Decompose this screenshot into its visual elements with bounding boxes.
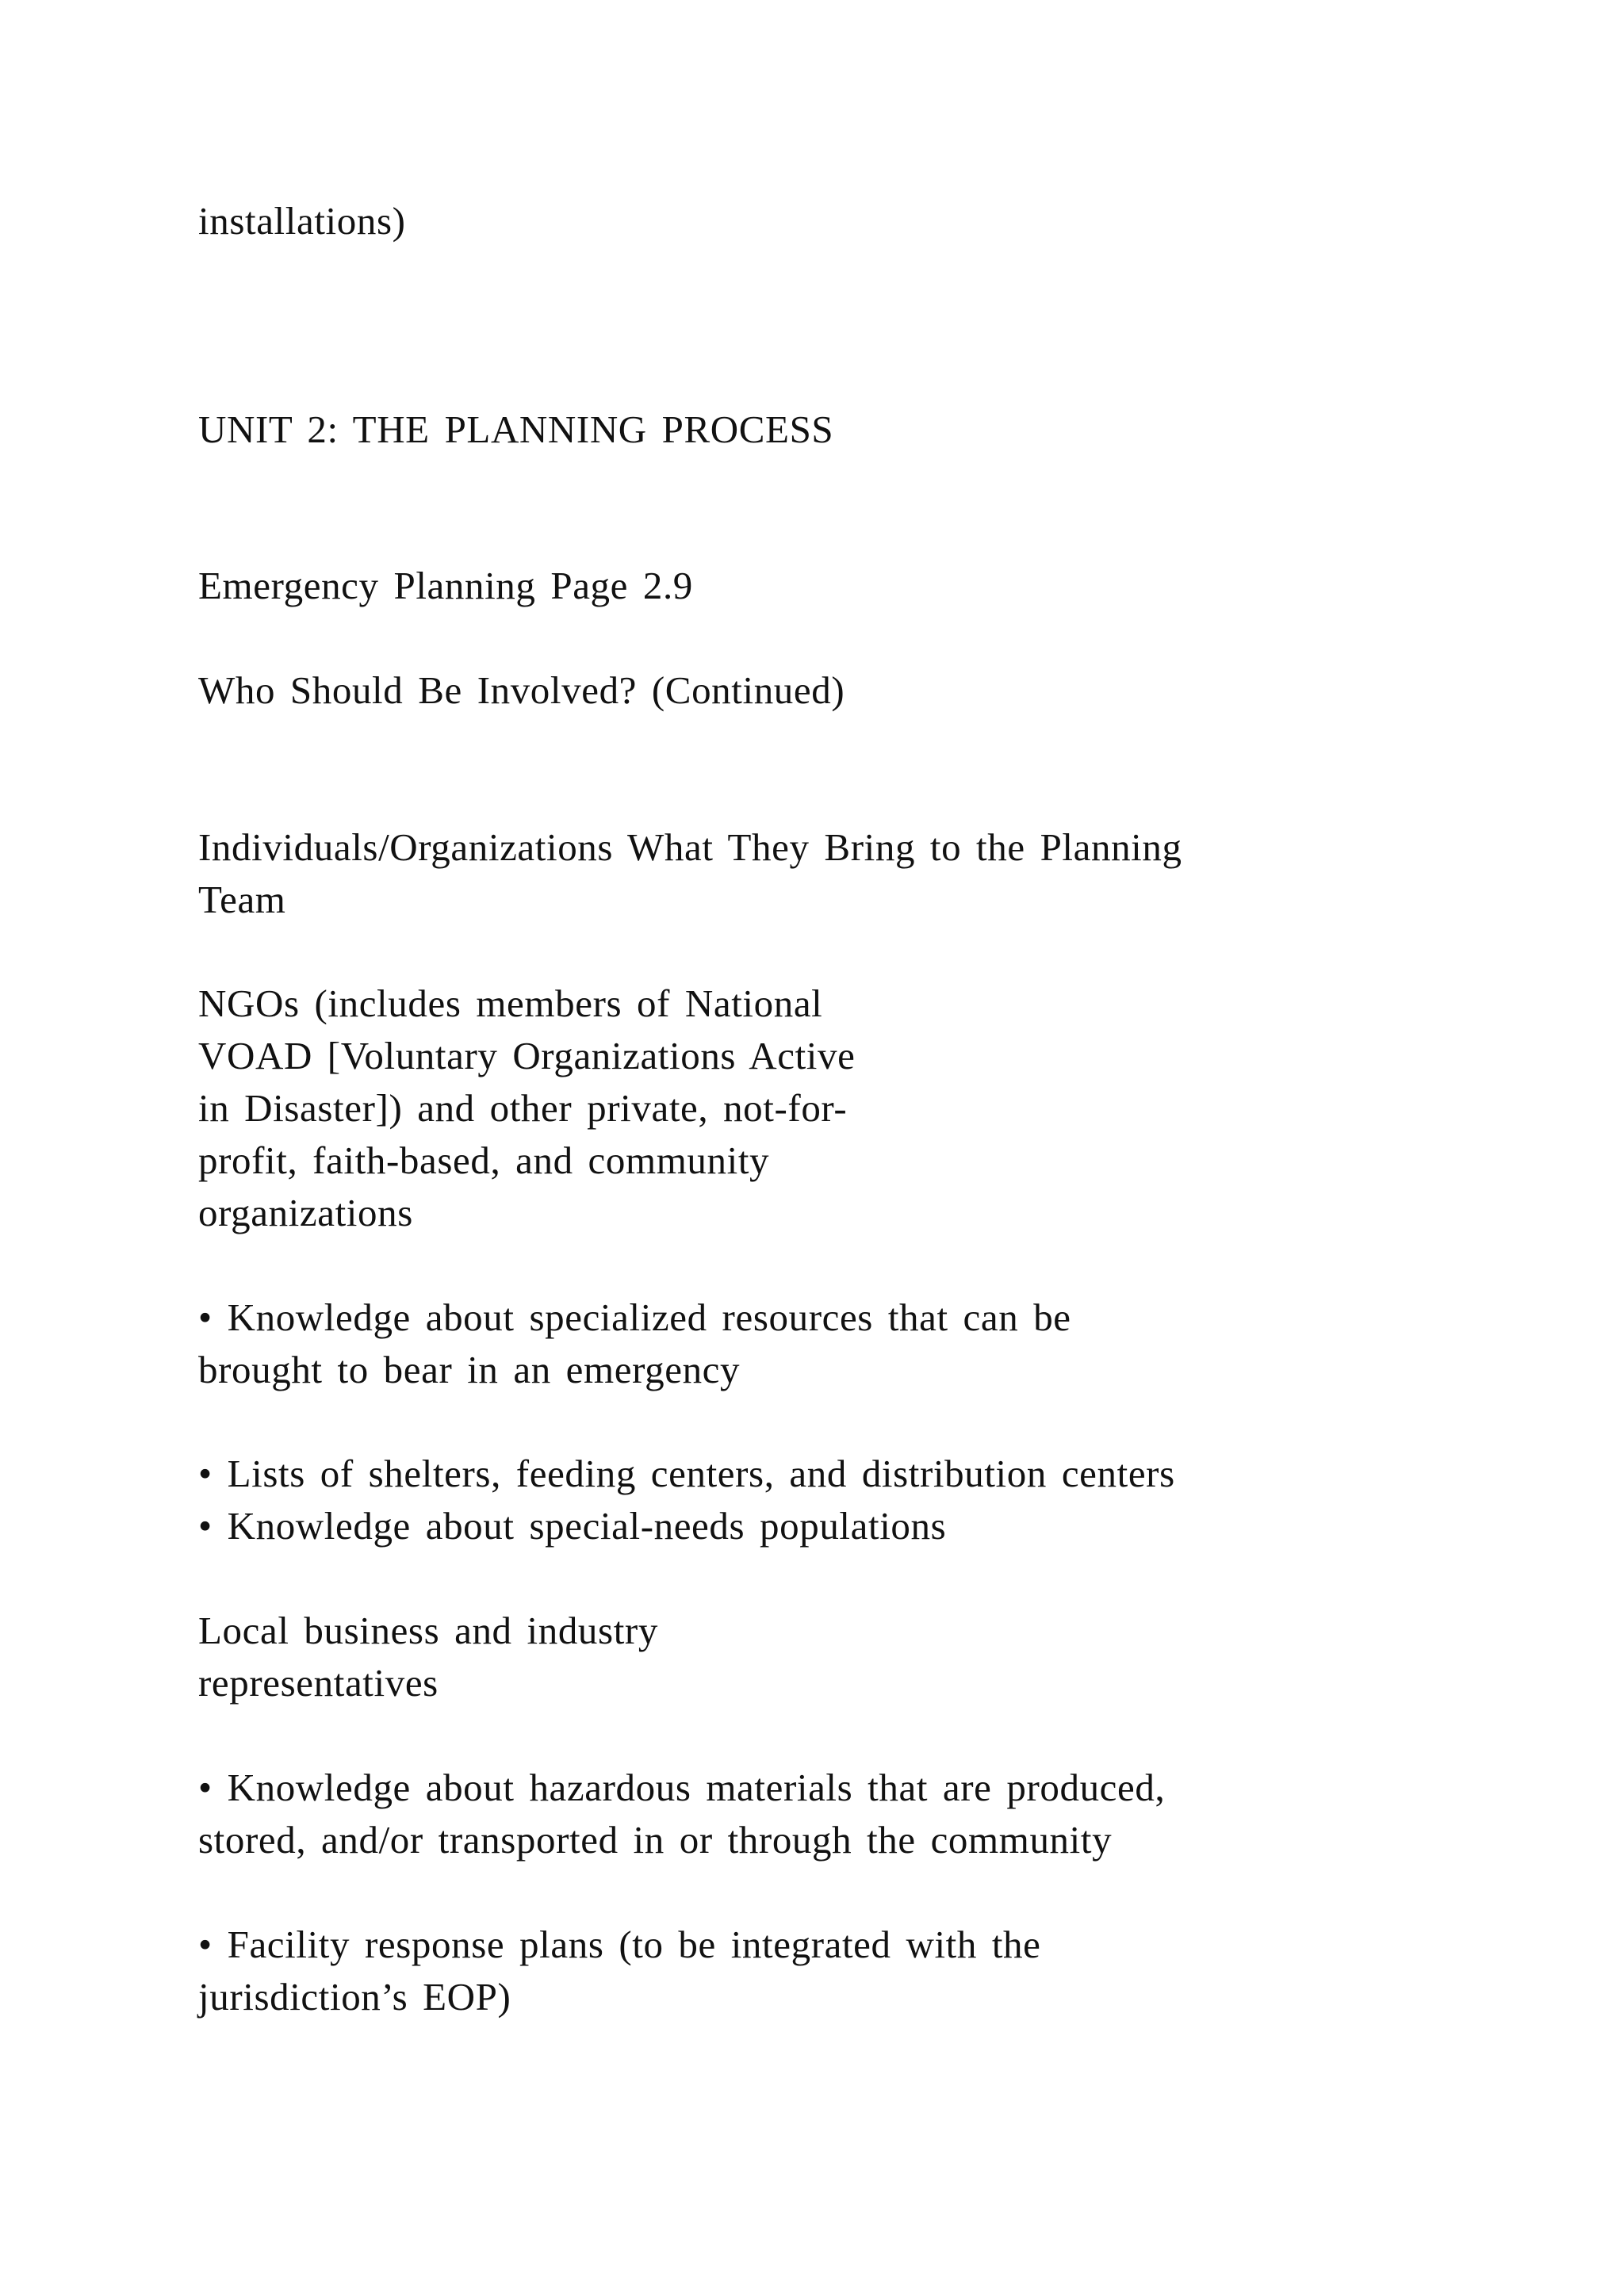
text-line-installations: installations) [198, 199, 406, 243]
ngo-description-line: organizations [198, 1191, 413, 1234]
bullet-item: • Knowledge about hazardous materials that are produced, [198, 1766, 1166, 1809]
bullet-item-continuation: stored, and/or transported in or through the community [198, 1818, 1113, 1862]
business-description-line: representatives [198, 1661, 439, 1705]
table-header-line: Individuals/Organizations What They Bring to the Planning [198, 825, 1182, 869]
bullet-item-continuation: jurisdiction’s EOP) [198, 1975, 511, 2019]
bullet-item: • Facility response plans (to be integrated with the [198, 1923, 1041, 1966]
bullet-item: • Lists of shelters, feeding centers, and distribution centers [198, 1452, 1175, 1495]
bullet-item-continuation: brought to bear in an emergency [198, 1348, 741, 1391]
bullet-item: • Knowledge about special-needs populations [198, 1504, 947, 1548]
bullet-item: • Knowledge about specialized resources that can be [198, 1295, 1071, 1339]
ngo-description-line: in Disaster]) and other private, not-for- [198, 1086, 848, 1130]
ngo-description-line: VOAD [Voluntary Organizations Active [198, 1034, 856, 1077]
business-description-line: Local business and industry [198, 1609, 658, 1652]
ngo-description-line: NGOs (includes members of National [198, 982, 823, 1025]
unit-heading: UNIT 2: THE PLANNING PROCESS [198, 408, 834, 451]
section-title: Who Should Be Involved? (Continued) [198, 668, 845, 712]
ngo-description-line: profit, faith-based, and community [198, 1138, 770, 1182]
page-header: Emergency Planning Page 2.9 [198, 564, 693, 607]
table-header-line: Team [198, 878, 286, 921]
